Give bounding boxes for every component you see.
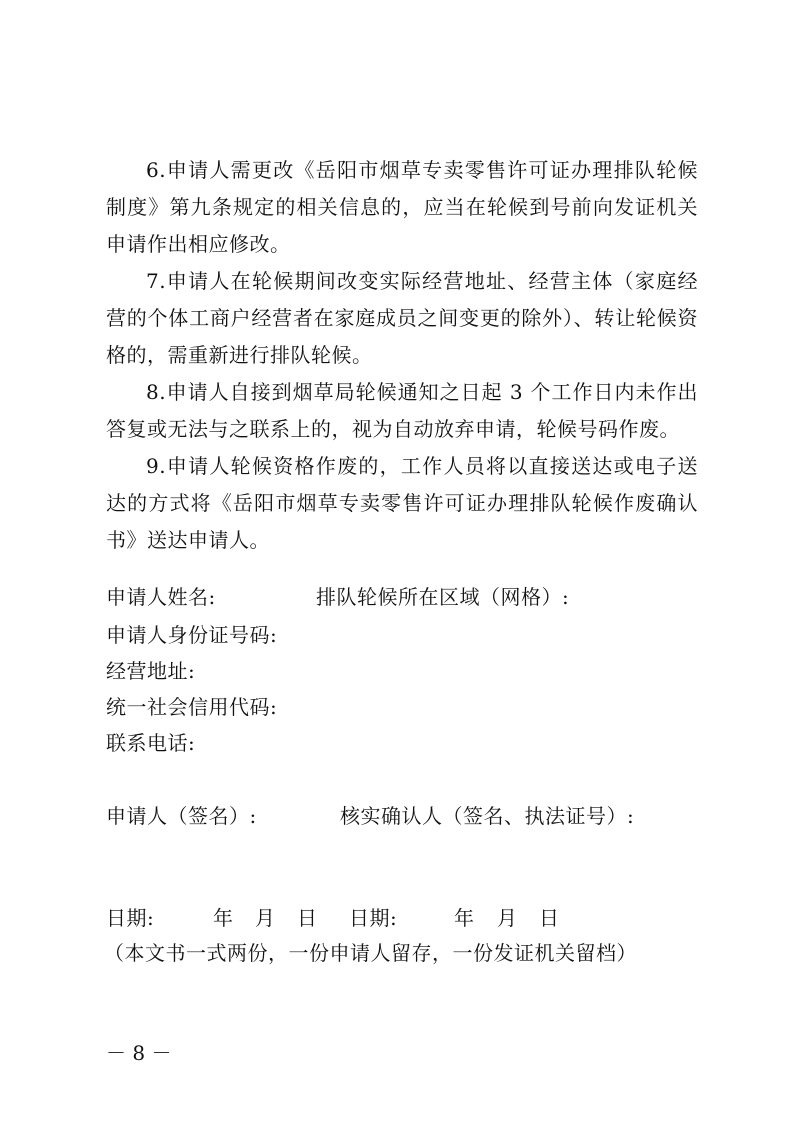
month-label-verifier: 月 — [497, 906, 518, 930]
id-number-label: 申请人身份证号码: — [106, 623, 278, 647]
day-label-applicant: 日 — [297, 906, 318, 930]
queue-area-label: 排队轮候所在区域（网格）: — [316, 585, 570, 609]
applicant-name-label: 申请人姓名: — [106, 585, 216, 609]
date-label-verifier: 日期: — [349, 906, 398, 930]
phone-label: 联系电话: — [106, 731, 196, 755]
paragraph-6: 6.申请人需更改《岳阳市烟草专卖零售许可证办理排队轮候制度》第九条规定的相关信息的，应当在轮候到号前向发证机关申请作出相应修改。 — [106, 158, 698, 256]
month-label-applicant: 月 — [255, 906, 276, 930]
business-address-label: 经营地址: — [106, 659, 196, 683]
page-number: － 8 － — [106, 1041, 172, 1065]
day-label-verifier: 日 — [539, 906, 560, 930]
date-label-applicant: 日期: — [106, 906, 155, 930]
copies-note: （本文书一式两份，一份申请人留存，一份发证机关留档） — [104, 941, 637, 965]
paragraph-7: 7.申请人在轮候期间改变实际经营地址、经营主体（家庭经营的个体工商户经营者在家庭成员之间变更的除外）、转让轮候资格的，需重新进行排队轮候。 — [106, 269, 698, 367]
applicant-signature-label: 申请人（签名）: — [106, 804, 257, 828]
paragraph-9: 9.申请人轮候资格作废的，工作人员将以直接送达或电子送达的方式将《岳阳市烟草专卖零售许可证办理排队轮候作废确认书》送达申请人。 — [106, 454, 698, 552]
year-label-applicant: 年 — [213, 906, 234, 930]
paragraph-8: 8.申请人自接到烟草局轮候通知之日起 3 个工作日内未作出答复或无法与之联系上的，视为自动放弃申请，轮候号码作废。 — [106, 380, 698, 441]
verifier-signature-label: 核实确认人（签名、执法证号）: — [340, 804, 635, 828]
credit-code-label: 统一社会信用代码: — [106, 695, 278, 719]
year-label-verifier: 年 — [454, 906, 475, 930]
